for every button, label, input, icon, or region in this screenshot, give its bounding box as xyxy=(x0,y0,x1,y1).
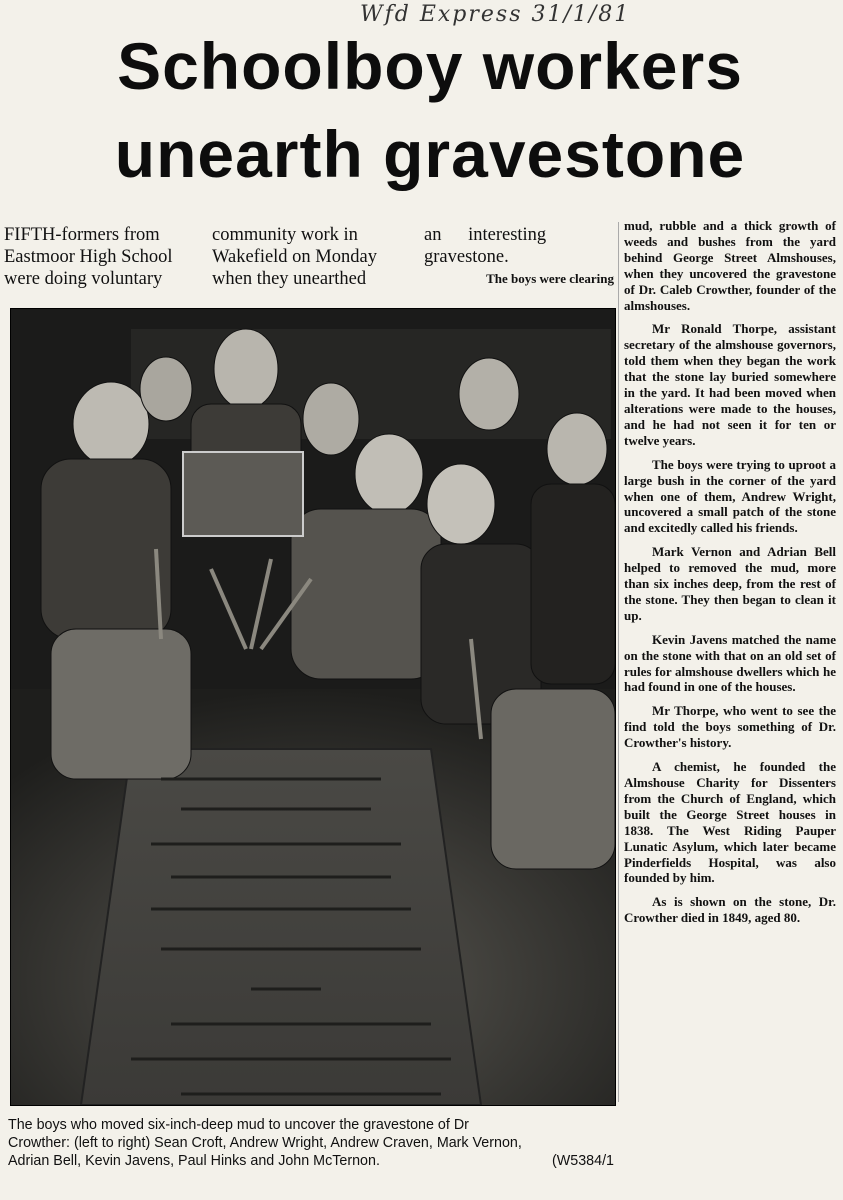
intro-column-2 xyxy=(212,224,410,290)
intro-line: when they unearthed xyxy=(212,269,367,289)
photo-caption xyxy=(8,1116,614,1170)
caption-line: Adrian Bell, Kevin Javens, Paul Hinks and John McTernon. xyxy=(8,1153,380,1169)
photo-reference-number: (W5384/1 xyxy=(552,1153,614,1169)
intro-line: The boys were clearing xyxy=(486,271,614,286)
handwritten-date-note: Wfd Express 31/1/81 xyxy=(360,2,631,27)
body-paragraph: mud, rubble and a thick growth of weeds and bushes from the yard behind George Street Almshouses, when they uncovered the gravestone of Dr. Caleb Crowther, founder of the almshouses. xyxy=(624,218,836,313)
intro-line: Eastmoor High School xyxy=(4,247,173,267)
caption-line: Crowther: (left to right) Sean Croft, Andrew Wright, Andrew Craven, Mark Vernon, xyxy=(8,1135,522,1151)
body-paragraph: Mr Ronald Thorpe, assistant secretary of the almshouse governors, told them when they began the work that the stone lay buried somewhere in the yard. It had been moved when alterations were made to the houses, and he had not seen it for ten or twelve years. xyxy=(624,321,836,448)
column-divider xyxy=(618,222,619,1102)
intro-line: an interesting xyxy=(424,225,547,245)
intro-column-3 xyxy=(424,224,614,290)
article-body-column xyxy=(624,218,836,934)
intro-line: Wakefield on Monday xyxy=(212,247,377,267)
headline-line-1: Schoolboy workers xyxy=(117,29,743,103)
headline xyxy=(40,22,820,198)
caption-line: The boys who moved six-inch-deep mud to uncover the gravestone of Dr xyxy=(8,1117,469,1133)
intro-line: were doing voluntary xyxy=(4,269,163,289)
photo-illustration xyxy=(11,309,615,1105)
body-paragraph: Kevin Javens matched the name on the stone with that on an old set of rules for almshouse dwellers which he had found in one of the houses. xyxy=(624,631,836,695)
intro-line: gravestone. xyxy=(424,247,509,267)
sign-board xyxy=(183,452,303,536)
body-paragraph: The boys were trying to uproot a large bush in the corner of the yard when one of them, Andrew Wright, uncovered a small patch of the stone and excitedly called his friends. xyxy=(624,456,836,536)
caption-last-row xyxy=(8,1152,614,1170)
intro-line: community work in xyxy=(212,225,358,245)
intro-column-1 xyxy=(4,224,198,290)
gravestone xyxy=(81,749,481,1105)
body-paragraph: Mr Thorpe, who went to see the find told the boys something of Dr. Crowther's history. xyxy=(624,703,836,751)
body-paragraph: Mark Vernon and Adrian Bell helped to removed the mud, more than six inches deep, from the rest of the stone. They then began to clean it up. xyxy=(624,544,836,623)
body-paragraph: As is shown on the stone, Dr. Crowther died in 1849, aged 80. xyxy=(624,894,836,926)
group-photo xyxy=(10,308,616,1106)
body-paragraph: A chemist, he founded the Almshouse Charity for Dissenters from the Church of England, which built the George Street houses in 1838. The West Riding Pauper Lunatic Asylum, which later became Pinderfields Hospital, was also founded by him. xyxy=(624,759,836,886)
headline-line-2: unearth gravestone xyxy=(114,117,746,191)
intro-line: FIFTH-formers from xyxy=(4,225,160,245)
